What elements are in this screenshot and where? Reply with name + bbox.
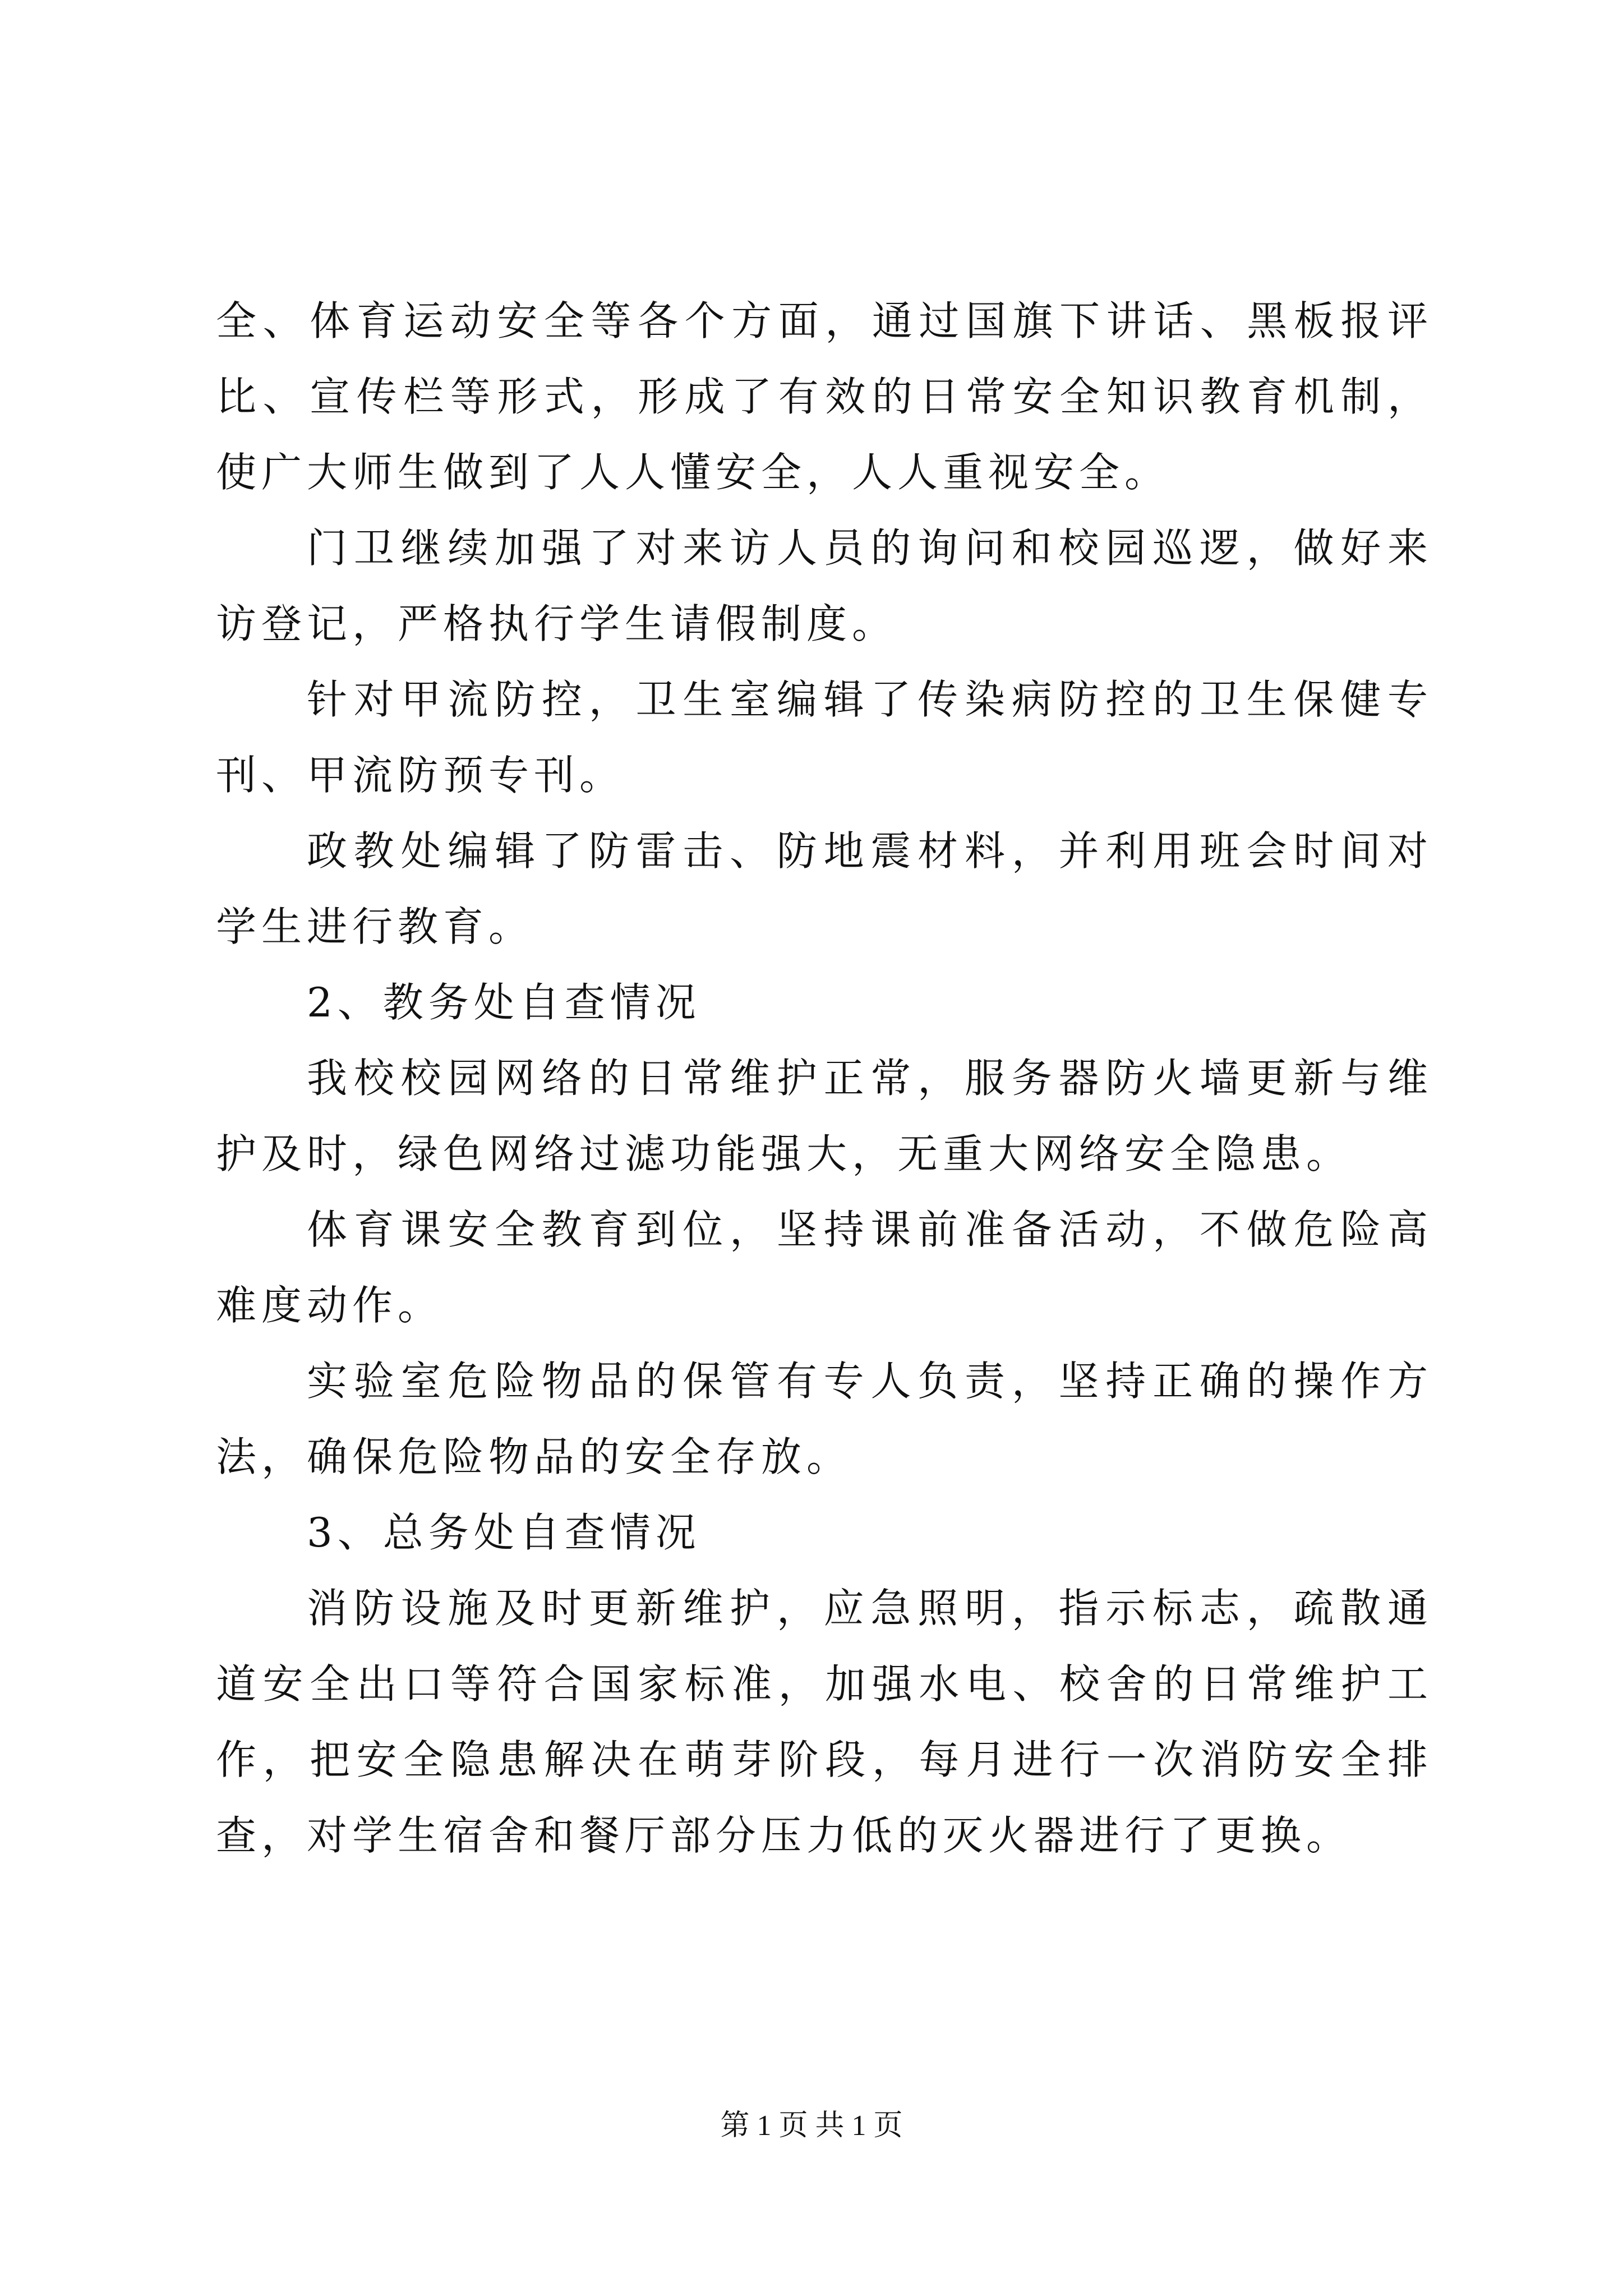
paragraph: 政教处编辑了防雷击、防地震材料，并利用班会时间对学生进行教育。 (216, 827, 1433, 950)
paragraph: 我校校园网络的日常维护正常，服务器防火墙更新与维护及时，绿色网络过滤功能强大，无重大网络安全隐患。 (216, 1055, 1433, 1177)
paragraph: 实验室危险物品的保管有专人负责，坚持正确的操作方法，确保危险物品的安全存放。 (216, 1358, 1433, 1480)
paragraph: 全、体育运动安全等各个方面，通过国旗下讲话、黑板报评比、宣传栏等形式，形成了有效的日常安全知识教育机制，使广大师生做到了人人懂安全，人人重视安全。 (216, 297, 1433, 496)
paragraph: 针对甲流防控，卫生室编辑了传染病防控的卫生保健专刊、甲流防预专刊。 (216, 676, 1433, 799)
section-heading: 3、总务处自查情况 (307, 1509, 701, 1556)
page-footer: 第 1 页 共 1 页 (720, 2110, 903, 2142)
paragraph: 门卫继续加强了对来访人员的询问和校园巡逻，做好来访登记，严格执行学生请假制度。 (216, 524, 1433, 647)
paragraph: 体育课安全教育到位，坚持课前准备活动，不做危险高难度动作。 (216, 1206, 1433, 1329)
document-body (216, 283, 1433, 1874)
paragraph: 消防设施及时更新维护，应急照明，指示标志，疏散通道安全出口等符合国家标准，加强水电、校舍的日常维护工作，把安全隐患解决在萌芽阶段，每月进行一次消防安全排查，对学生宿舍和餐厅部分压力低的灭火器进行了更换。 (216, 1585, 1433, 1859)
section-heading: 2、教务处自查情况 (307, 979, 701, 1026)
